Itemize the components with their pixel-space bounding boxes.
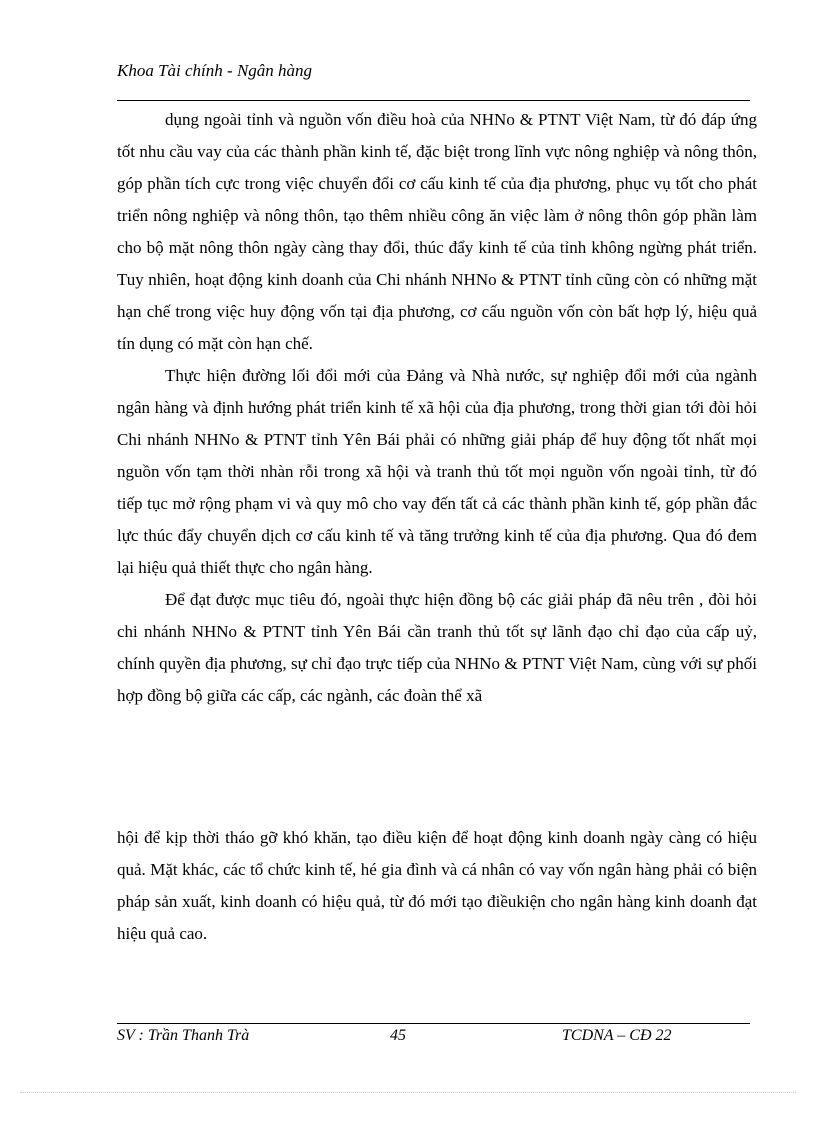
paragraph-3: Để đạt được mục tiêu đó, ngoài thực hiện đồng bộ các giải pháp đã nêu trên , đòi hỏi chi nhánh NHNo & PTNT tỉnh Yên Bái cần tranh thủ tốt sự lãnh đạo chỉ đạo của cấp uỷ, chính quyền địa phương, sự chỉ đạo trực tiếp của NHNo & PTNT Việt Nam, cùng với sự phối hợp đồng bộ giữa các cấp, các ngành, các đoàn thể xã	[117, 590, 757, 705]
footer-page-number: 45	[390, 1027, 406, 1044]
continuation-text-block	[117, 822, 757, 950]
main-text-block	[117, 104, 757, 712]
header-rule	[117, 100, 750, 101]
page-bottom-dotted-edge	[20, 1092, 796, 1093]
footer-class-code: TCDNA – CĐ 22	[562, 1027, 672, 1044]
paragraph-1: dụng ngoài tỉnh và nguồn vốn điều hoà của NHNo & PTNT Việt Nam, từ đó đáp ứng tốt nhu cầu vay của các thành phần kinh tế, đặc biệt trong lĩnh vực nông nghiệp và nông thôn, góp phần tích cực trong việc chuyển đổi cơ cấu kinh tế của địa phương, phục vụ tốt cho phát triển nông nghiệp và nông thôn, tạo thêm nhiều công ăn việc làm ở nông thôn góp phần làm cho bộ mặt nông thôn ngày càng thay đổi, thúc đẩy kinh tế của tỉnh không ngừng phát triển. Tuy nhiên, hoạt động kinh doanh của Chi nhánh NHNo & PTNT tỉnh cũng còn có những mặt hạn chế trong việc huy động vốn tại địa phương, cơ cấu nguồn vốn còn bất hợp lý, hiệu quả tín dụng có mặt còn hạn chế.	[117, 110, 757, 353]
paragraph-2: Thực hiện đường lối đổi mới của Đảng và Nhà nước, sự nghiệp đổi mới của ngành ngân hàng và định hướng phát triển kinh tế xã hội của địa phương, trong thời gian tới đòi hỏi Chi nhánh NHNo & PTNT tỉnh Yên Bái phải có những giải pháp để huy động tốt nhất mọi nguồn vốn tạm thời nhàn rỗi trong xã hội và tranh thủ tốt mọi nguồn vốn ngoài tỉnh, từ đó tiếp tục mở rộng phạm vi và quy mô cho vay đến tất cả các thành phần kinh tế, góp phần đắc lực thúc đẩy chuyển dịch cơ cấu kinh tế và tăng trưởng kinh tế của địa phương. Qua đó đem lại hiệu quả thiết thực cho ngân hàng.	[117, 366, 757, 577]
page-header-title: Khoa Tài chính - Ngân hàng	[117, 61, 313, 80]
footer-rule	[117, 1023, 750, 1024]
footer-student-name: SV : Trần Thanh Trà	[117, 1027, 250, 1044]
paragraph-continuation: hội để kịp thời tháo gỡ khó khăn, tạo điều kiện để hoạt động kinh doanh ngày càng có hiệu quả. Mặt khác, các tổ chức kinh tế, hé gia đình và cá nhân có vay vốn ngân hàng phải có biện pháp sản xuất, kinh doanh có hiệu quả, từ đó mới tạo điềukiện cho ngân hàng kinh doanh đạt hiệu quả cao.	[117, 828, 757, 943]
